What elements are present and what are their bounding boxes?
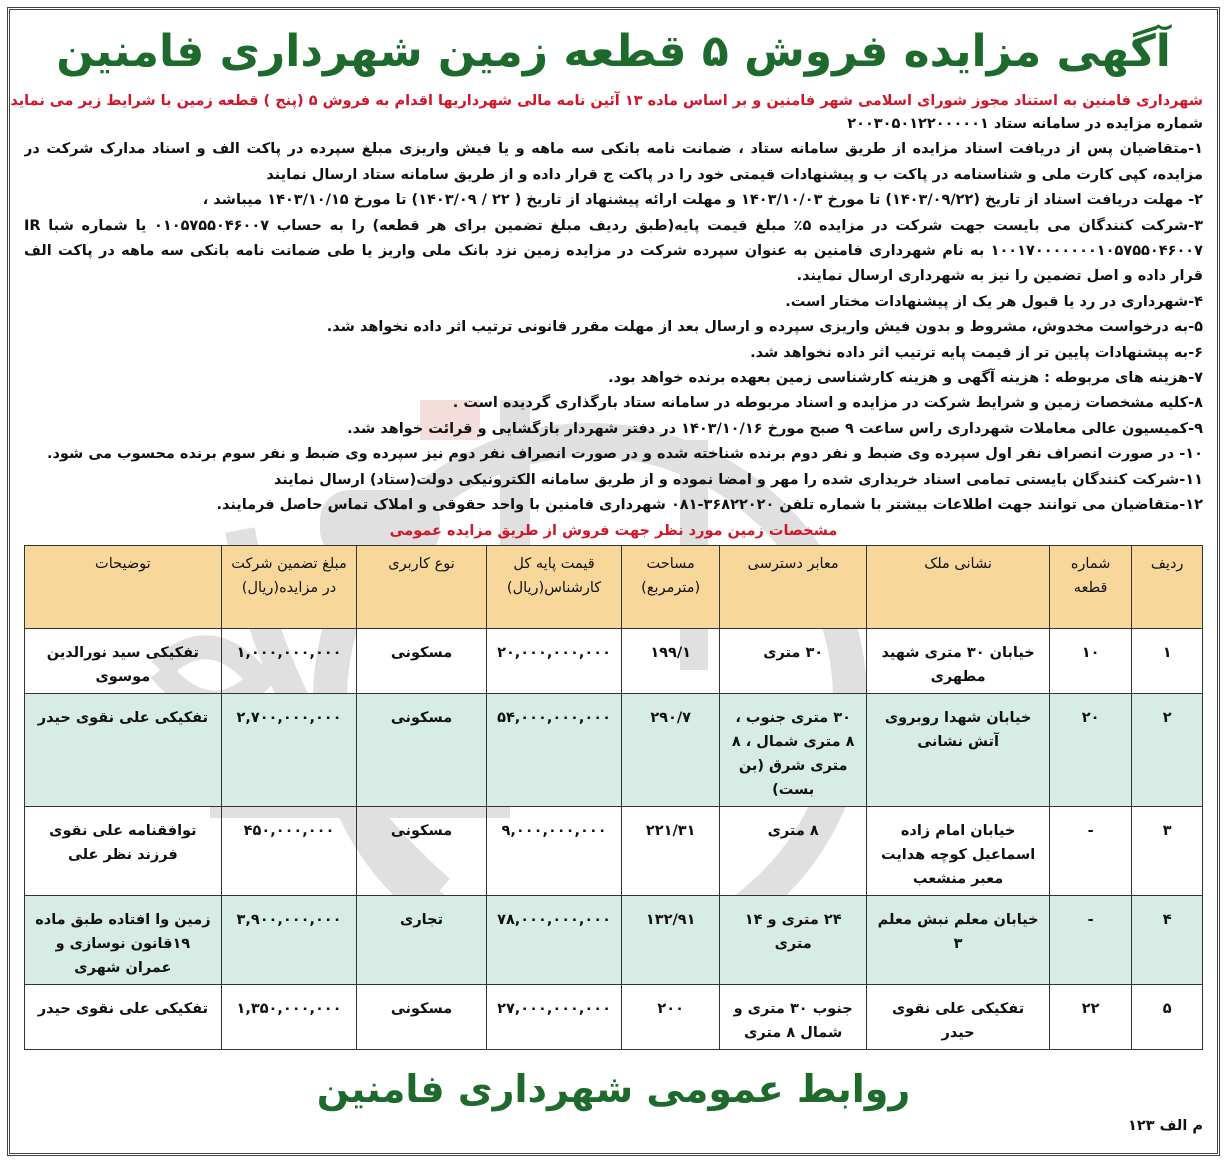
header-deposit: مبلغ تضمین شرکت در مزایده(ریال) <box>221 545 356 628</box>
cell-deposit: ۲,۷۰۰,۰۰۰,۰۰۰ <box>221 693 356 806</box>
cell-description: زمین وا افتاده طبق ماده ۱۹قانون نوسازی و عمران شهری <box>25 895 222 984</box>
table-row <box>25 806 1203 895</box>
condition-9: ۹-کمیسیون عالی معاملات شهرداری راس ساعت ۹ صبح مورخ ۱۴۰۳/۱۰/۱۶ در دفتر شهردار بازگشایی و قرائت خواهد شد. <box>347 420 1203 437</box>
cell-description: تفکیکی سید نورالدین موسوی <box>25 628 222 693</box>
cell-deposit: ۴۵۰,۰۰۰,۰۰۰ <box>221 806 356 895</box>
table-header-row <box>25 545 1203 628</box>
cell-description: تفکیکی علی نقوی حیدر <box>25 693 222 806</box>
cell-row-number: ۲ <box>1132 693 1203 806</box>
condition-3: ۳-شرکت کنندگان می بایست جهت شرکت در مزایده ۵٪ مبلغ قیمت پایه(طبق ردیف مبلغ تضمین برای هر قطعه) را به حساب ۰۱۰۵۷۵۵۰۴۶۰۰۷ یا شماره شبا IR ۱۰۰۱۷۰۰۰۰۰۰۰۱۰۵۷۵۵۰۴۶۰۰۷ به نام شهرداری فامنین به عنوان سپرده شرکت در مزایده زمین نزد بانک ملی واریز یا طی ضمانت نامه بانکی سه ماهه در پاکت الف قرار داده و اصل تضمین را نیز به شهرداری ارسال نمایند. <box>24 217 1203 285</box>
cell-price: ۲۷,۰۰۰,۰۰۰,۰۰۰ <box>486 984 621 1049</box>
cell-address: خیابان معلم نبش معلم ۳ <box>867 895 1050 984</box>
cell-usage: مسکونی <box>357 984 487 1049</box>
header-description: توضیحات <box>25 545 222 628</box>
cell-address: تفکیکی علی نقوی حیدر <box>867 984 1050 1049</box>
cell-usage: مسکونی <box>357 806 487 895</box>
condition-7: ۷-هزینه های مربوطه : هزینه آگهی و هزینه کارشناسی زمین بعهده برنده خواهد بود. <box>608 370 1203 387</box>
ad-page <box>7 7 1220 1156</box>
cell-price: ۲۰,۰۰۰,۰۰۰,۰۰۰ <box>486 628 621 693</box>
table-caption: مشخصات زمین مورد نظر جهت فروش از طریق مزایده عمومی <box>389 522 838 539</box>
table-row <box>25 984 1203 1049</box>
cell-description: تفکیکی علی نقوی حیدر <box>25 984 222 1049</box>
cell-price: ۵۴,۰۰۰,۰۰۰,۰۰۰ <box>486 693 621 806</box>
cell-row-number: ۴ <box>1132 895 1203 984</box>
condition-2: ۲- مهلت دریافت اسناد از تاریخ (۱۴۰۳/۰۹/۲۲) تا مورخ ۱۴۰۳/۱۰/۰۳ و مهلت ارائه پیشنهاد از تاریخ ( ۲۲ / ۱۴۰۳/۰۹) تا مورخ ۱۴۰۳/۱۰/۱۵ میباشد ، <box>202 192 1203 209</box>
header-plot-number: شماره قطعه <box>1049 545 1131 628</box>
condition-10: ۱۰- در صورت انصراف نفر اول سپرده وی ضبط و نفر دوم برنده شناخته شده و در صورت انصراف نفر دوم نیز سپرده وی ضبط و نفر سوم برنده محسوب می شود. <box>46 446 1203 463</box>
cell-access: جنوب ۳۰ متری و شمال ۸ متری <box>720 984 867 1049</box>
header-row-number: ردیف <box>1132 545 1203 628</box>
cell-row-number: ۱ <box>1132 628 1203 693</box>
cell-usage: تجاری <box>357 895 487 984</box>
cell-usage: مسکونی <box>357 628 487 693</box>
header-access: معابر دسترسی <box>720 545 867 628</box>
cell-area: ۲۰۰ <box>622 984 720 1049</box>
cell-access: ۳۰ متری جنوب ، ۸ متری شمال ، ۸ متری شرق (بن بست) <box>720 693 867 806</box>
cell-access: ۲۴ متری و ۱۴ متری <box>720 895 867 984</box>
header-area: مساحت (مترمربع) <box>622 545 720 628</box>
cell-price: ۷۸,۰۰۰,۰۰۰,۰۰۰ <box>486 895 621 984</box>
cell-deposit: ۱,۳۵۰,۰۰۰,۰۰۰ <box>221 984 356 1049</box>
cell-plot-number: - <box>1049 806 1131 895</box>
cell-row-number: ۳ <box>1132 806 1203 895</box>
cell-area: ۱۹۹/۱ <box>622 628 720 693</box>
cell-row-number: ۵ <box>1132 984 1203 1049</box>
cell-plot-number: ۲۰ <box>1049 693 1131 806</box>
cell-plot-number: - <box>1049 895 1131 984</box>
cell-address: خیابان شهدا روبروی آتش نشانی <box>867 693 1050 806</box>
page-title: آگهی مزایده فروش ۵ قطعه زمین شهرداری فامنین <box>56 26 1171 77</box>
land-table <box>24 545 1203 1050</box>
condition-6: ۶-به پیشنهادات پایین تر از قیمت پایه ترتیب اثر داده نخواهد شد. <box>750 344 1203 361</box>
intro-text: شهرداری فامنین به استناد مجوز شورای اسلامی شهر فامنین و بر اساس ماده ۱۳ آئین نامه مالی شهرداریها اقدام به فروش ۵ (پنج ) قطعه زمین با شرایط زیر می نماید <box>10 93 1203 109</box>
condition-8: ۸-کلیه مشخصات زمین و شرایط شرکت در مزایده و اسناد مربوطه در سامانه ستاد بارگذاری گردیده است . <box>452 395 1203 412</box>
cell-area: ۲۹۰/۷ <box>622 693 720 806</box>
header-usage: نوع کاربری <box>357 545 487 628</box>
table-row <box>25 628 1203 693</box>
cell-address: خیابان ۳۰ متری شهید مطهری <box>867 628 1050 693</box>
cell-plot-number: ۲۲ <box>1049 984 1131 1049</box>
condition-12: ۱۲-متقاضیان می توانند جهت اطلاعات بیشتر با شماره تلفن ۳۶۸۲۲۰۲۰-۰۸۱ شهرداری فامنین با واحد حقوقی و املاک تماس حاصل فرمایند. <box>216 497 1203 514</box>
header-price: قیمت پایه کل کارشناس(ریال) <box>486 545 621 628</box>
footer-signature: روابط عمومی شهرداری فامنین <box>316 1066 911 1111</box>
cell-access: ۸ متری <box>720 806 867 895</box>
condition-4: ۴-شهرداری در رد یا قبول هر یک از پیشنهادات مختار است. <box>785 293 1203 310</box>
cell-price: ۹,۰۰۰,۰۰۰,۰۰۰ <box>486 806 621 895</box>
cell-access: ۳۰ متری <box>720 628 867 693</box>
cell-deposit: ۱,۰۰۰,۰۰۰,۰۰۰ <box>221 628 356 693</box>
ad-code: م الف ۱۲۳ <box>1128 1117 1203 1134</box>
cell-area: ۲۲۱/۳۱ <box>622 806 720 895</box>
cell-description: توافقنامه علی نقوی فرزند نظر علی <box>25 806 222 895</box>
condition-11: ۱۱-شرکت کنندگان بایستی تمامی اسناد خریداری شده را مهر و امضا نموده و از طریق سامانه الکترونیکی دولت(ستاد) ارسال نمایند <box>273 471 1203 488</box>
header-address: نشانی ملک <box>867 545 1050 628</box>
condition-1: ۱-متقاضیان پس از دریافت اسناد مزایده از طریق سامانه ستاد ، ضمانت نامه بانکی سه ماهه و یا فیش واریزی مبلغ سپرده در پاکت الف و اسناد مدارک شرکت در مزایده، کپی کارت ملی و شناسنامه در پاکت ب و پیشنهادات قیمتی خود را در پاکت ج قرار داده و از طریق سامانه ستاد ارسال نمایند <box>24 141 1203 183</box>
cell-deposit: ۳,۹۰۰,۰۰۰,۰۰۰ <box>221 895 356 984</box>
cell-usage: مسکونی <box>357 693 487 806</box>
condition-5: ۵-به درخواست مخدوش، مشروط و بدون فیش واریزی سپرده و ارسال بعد از مهلت مقرر قانونی ترتیب اثر داده نخواهد شد. <box>326 319 1203 336</box>
cell-area: ۱۳۲/۹۱ <box>622 895 720 984</box>
setad-number-line: شماره مزایده در سامانه ستاد ۲۰۰۳۰۵۰۱۲۲۰۰۰۰۰۱ <box>847 116 1203 132</box>
table-row <box>25 693 1203 806</box>
cell-plot-number: ۱۰ <box>1049 628 1131 693</box>
cell-address: خیابان امام زاده اسماعیل کوچه هدایت معبر منشعب <box>867 806 1050 895</box>
table-row <box>25 895 1203 984</box>
